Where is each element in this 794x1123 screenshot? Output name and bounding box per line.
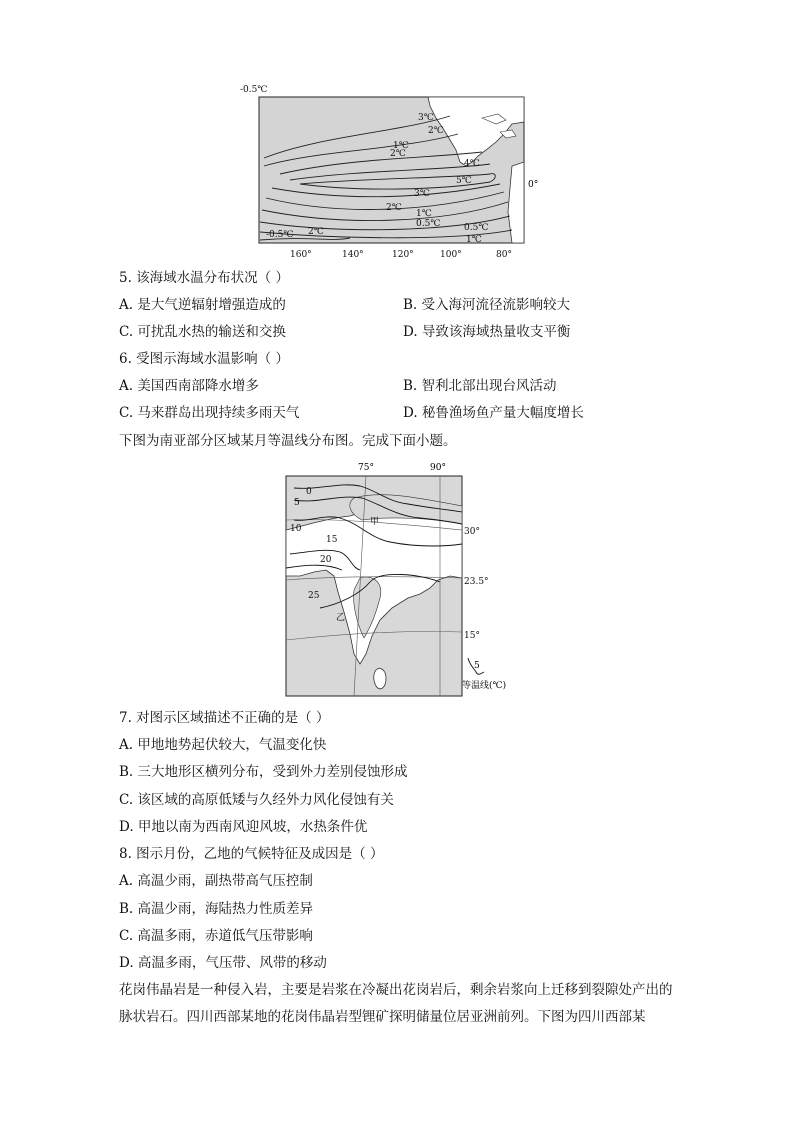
latitude-label: 0° [528, 180, 539, 190]
isotherm-label: 5℃ [456, 176, 472, 186]
question-5-stem: 5. 该海域水温分布状况（ ） [119, 270, 289, 286]
isotherm-label: 1℃ [416, 209, 432, 219]
question-6-option-b[interactable]: B. 智利北部出现台风活动 [403, 378, 557, 394]
isotherm-label: 3℃ [418, 113, 434, 123]
isotherm-label: 2℃ [308, 227, 324, 237]
place-label-yi: 乙 [336, 613, 346, 623]
question-5-option-a[interactable]: A. 是大气逆辐射增强造成的 [119, 297, 286, 313]
question-7-option-d[interactable]: D. 甲地以南为西南风迎风坡，水热条件优 [119, 819, 368, 835]
question-8-option-d[interactable]: D. 高温多雨，气压带、风带的移动 [119, 955, 327, 971]
question-8-option-c[interactable]: C. 高温多雨，赤道低气压带影响 [119, 928, 313, 944]
latitude-label: 23.5° [464, 577, 489, 587]
isotherm-label: 2℃ [428, 126, 444, 136]
isotherm-value: 0 [306, 487, 312, 497]
passage-paragraph: 花岗伟晶岩是一种侵入岩，主要是岩浆在冷凝出花岗岩后，剩余岩浆向上迁移到裂隙处产出的脉状岩石。四川西部某地的花岗伟晶岩型锂矿探明储量位居亚洲前列。下图为四川西部某 [119, 982, 673, 1025]
latitude-label: 15° [464, 631, 480, 641]
legend-label: 等温线(℃) [462, 681, 507, 691]
longitude-label: 120° [392, 250, 414, 260]
question-6-option-c[interactable]: C. 马来群岛出现持续多雨天气 [119, 405, 300, 421]
isotherm-label: -0.5℃ [240, 85, 268, 95]
isotherm-label: -0.5℃ [266, 230, 294, 240]
question-5-option-d[interactable]: D. 导致该海域热量收支平衡 [403, 324, 571, 340]
question-8-option-b[interactable]: B. 高温少雨，海陆热力性质差异 [119, 901, 314, 917]
question-5-option-b[interactable]: B. 受入海河流径流影响较大 [403, 297, 571, 313]
latitude-label: 30° [464, 527, 480, 537]
isotherm-value: 5 [294, 498, 300, 508]
isotherm-label: 1℃ [393, 141, 409, 151]
question-7-option-c[interactable]: C. 该区域的高原低矮与久经外力风化侵蚀有关 [119, 792, 394, 808]
question-6-option-a[interactable]: A. 美国西南部降水增多 [119, 378, 259, 394]
place-label-jia: 甲 [370, 517, 380, 527]
section-intro: 下图为南亚部分区域某月等温线分布图。完成下面小题。 [119, 433, 457, 449]
isotherm-label: 4℃ [464, 159, 480, 169]
longitude-label: 75° [358, 463, 374, 473]
longitude-label: 100° [440, 250, 462, 260]
longitude-label: 90° [430, 463, 446, 473]
question-7-option-b[interactable]: B. 三大地形区横列分布，受到外力差别侵蚀形成 [119, 764, 408, 780]
longitude-label: 80° [496, 250, 512, 260]
south-asia-isotherm-map [280, 458, 520, 698]
question-5-option-c[interactable]: C. 可扰乱水热的输送和交换 [119, 324, 286, 340]
isotherm-value: 10 [290, 524, 302, 534]
longitude-label: 140° [342, 250, 364, 260]
isotherm-label: 1℃ [466, 235, 482, 245]
question-8-stem: 8. 图示月份，乙地的气候特征及成因是（ ） [119, 846, 384, 862]
question-7-stem: 7. 对图示区域描述不正确的是（ ） [119, 710, 330, 726]
longitude-label: 160° [290, 250, 312, 260]
isotherm-label: 2℃ [390, 149, 406, 159]
isotherm-value: 15 [326, 535, 338, 545]
isotherm-value: 20 [320, 555, 332, 565]
isotherm-label: 2℃ [386, 203, 402, 213]
pacific-sst-map [240, 85, 550, 262]
question-6-stem: 6. 受图示海域水温影响（ ） [119, 351, 289, 367]
question-8-option-a[interactable]: A. 高温少雨，副热带高气压控制 [119, 873, 313, 889]
question-7-option-a[interactable]: A. 甲地地势起伏较大，气温变化快 [119, 737, 327, 753]
legend-isotherm-value: 5 [474, 661, 480, 671]
isotherm-label: 3℃ [414, 189, 430, 199]
question-6-option-d[interactable]: D. 秘鲁渔场鱼产量大幅度增长 [403, 405, 584, 421]
isotherm-label: 0.5℃ [464, 223, 489, 233]
isotherm-value: 25 [308, 591, 320, 601]
isotherm-label: 0.5℃ [416, 219, 441, 229]
